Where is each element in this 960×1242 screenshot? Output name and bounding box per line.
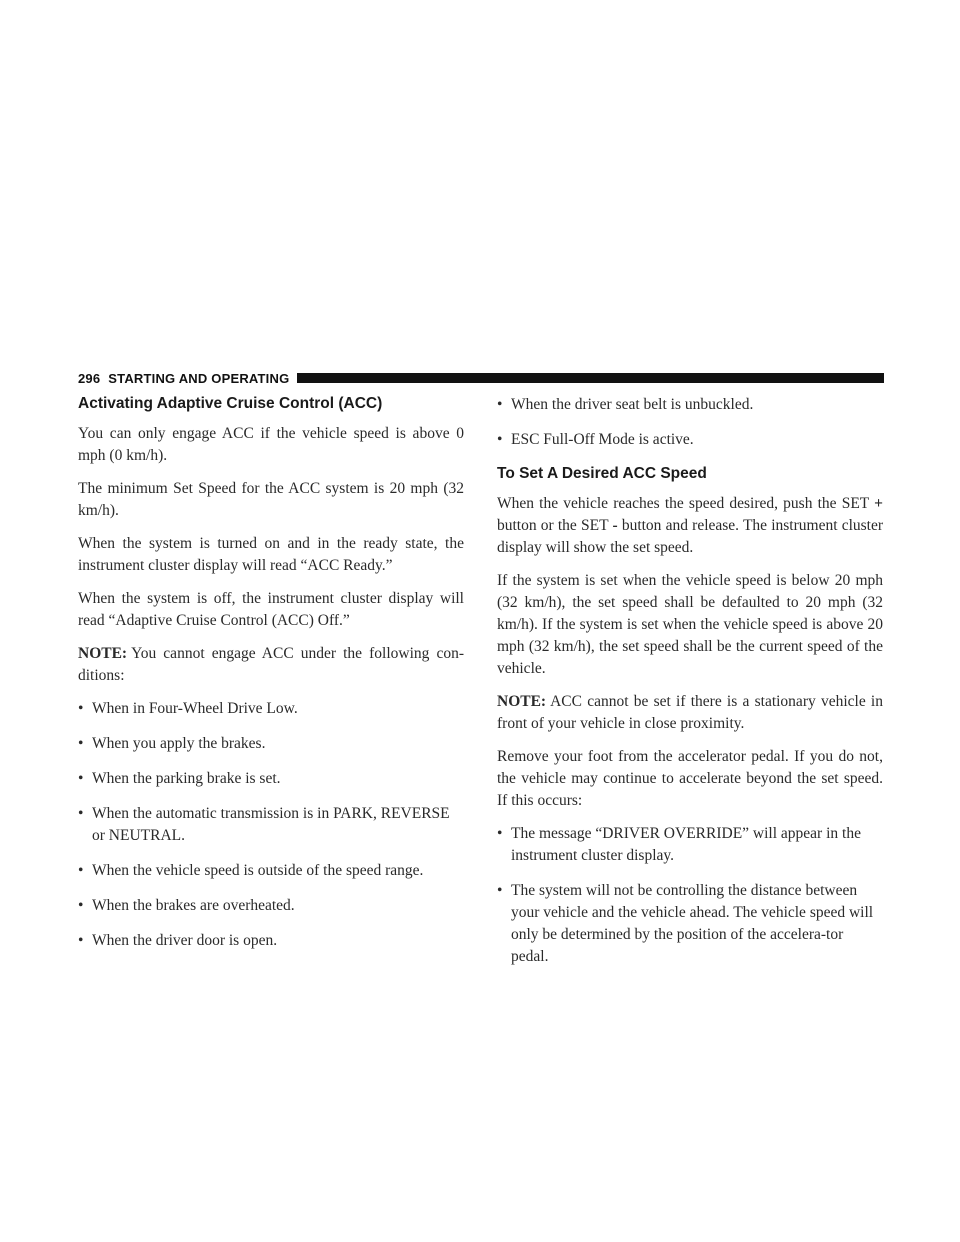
list-item: • ESC Full-Off Mode is active. xyxy=(497,429,883,451)
paragraph-acc-ready: When the system is turned on and in the ready state, the instrument cluster display will read “ACC Ready.” xyxy=(78,535,464,574)
paragraph-set-button: When the vehicle reaches the speed desired, push the SET + button or the SET - button and release. The instrument cluster display will show the set speed. xyxy=(497,495,884,556)
list-item: • When the driver door is open. xyxy=(78,930,464,952)
bullet-icon: • xyxy=(497,396,503,413)
plus-symbol: + xyxy=(874,495,884,512)
note-text: ACC cannot be set if there is a stationary vehicle in front of your vehicle in close proximity. xyxy=(497,693,883,732)
list-item: • The message “DRIVER OVERRIDE” will appear in the instrument cluster display. xyxy=(497,825,861,864)
page-header xyxy=(78,370,884,386)
note-paragraph xyxy=(78,643,464,687)
bullet-icon: • xyxy=(78,932,84,949)
page-number: 296 xyxy=(78,370,101,386)
list-item: • When the driver seat belt is unbuckled. xyxy=(497,394,883,416)
bullet-icon: • xyxy=(78,735,84,752)
minus-symbol: - xyxy=(612,517,618,534)
note-label: NOTE: xyxy=(78,645,128,662)
list-item: • When the parking brake is set. xyxy=(78,768,464,790)
list-item: • When you apply the brakes. xyxy=(78,733,464,755)
paragraph-engage-speed: You can only engage ACC if the vehicle speed is above 0 mph (0 km/h). xyxy=(78,425,464,464)
bullet-icon: • xyxy=(497,431,503,448)
bullet-icon: • xyxy=(78,700,84,717)
paragraph-remove-foot: Remove your foot from the accelerator pedal. If you do not, the vehicle may continue to accelerate beyond the set speed. If this occurs: xyxy=(497,748,883,809)
list-item: • The system will not be controlling the distance between your vehicle and the vehicle ahead. The vehicle speed will only be determined by the position of the accelera-tor pedal. xyxy=(497,882,874,965)
conditions-list-continued xyxy=(497,394,883,451)
note-paragraph xyxy=(497,691,883,735)
header-rule xyxy=(297,373,884,383)
bullet-icon: • xyxy=(78,805,84,822)
bullet-icon: • xyxy=(497,882,503,899)
bullet-icon: • xyxy=(78,897,84,914)
list-item: • When in Four-Wheel Drive Low. xyxy=(78,698,464,720)
bullet-icon: • xyxy=(78,770,84,787)
bullet-icon: • xyxy=(497,825,503,842)
note-text: You cannot engage ACC under the following con-ditions: xyxy=(78,645,464,684)
list-item: • When the brakes are overheated. xyxy=(78,895,464,917)
section-heading-set-speed: To Set A Desired ACC Speed xyxy=(497,465,707,482)
left-column xyxy=(78,394,464,965)
paragraph-default-speed: If the system is set when the vehicle speed is below 20 mph (32 km/h), the set speed shall be defaulted to 20 mph (32 km/h). If the system is set when the vehicle speed is above 20 mph (32 km/h), the set speed shall be the current speed of the vehicle. xyxy=(497,572,883,677)
right-column xyxy=(497,394,883,981)
bullet-icon: • xyxy=(78,862,84,879)
section-heading-activating-acc: Activating Adaptive Cruise Control (ACC) xyxy=(78,395,383,412)
list-item: • When the automatic transmission is in PARK, REVERSE or NEUTRAL. xyxy=(78,805,450,844)
override-list xyxy=(497,823,883,968)
section-title: STARTING AND OPERATING xyxy=(108,370,290,386)
list-item: • When the vehicle speed is outside of the speed range. xyxy=(78,860,464,882)
paragraph-acc-off: When the system is off, the instrument cluster display will read “Adaptive Cruise Control (ACC) Off.” xyxy=(78,590,464,629)
conditions-list xyxy=(78,698,464,952)
note-label: NOTE: xyxy=(497,693,547,710)
paragraph-minimum-set-speed: The minimum Set Speed for the ACC system is 20 mph (32 km/h). xyxy=(78,480,464,519)
